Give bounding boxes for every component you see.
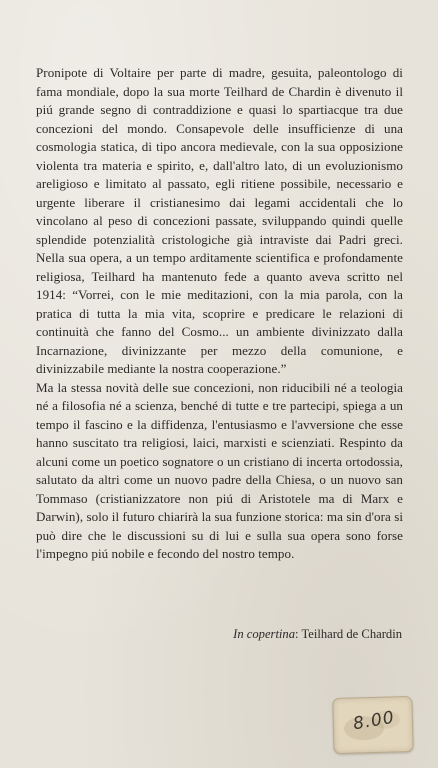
blurb-paragraph-1: Pronipote di Voltaire per parte di madre, gesuita, paleontologo di fama mondiale, dopo la sua morte Teilhard de Chardin è divenuto il piú grande segno di contraddizione e quasi lo spartiacque tra due concezioni del mondo. Consapevole delle insufficienze di una cosmologia statica, di tipo ancora medievale, con la sua opposizione violenta tra materia e spirito, e, dall'altro lato, di un evoluzionismo areligioso e limitato al passato, egli ritiene possibile, necessario e urgente liberare il cristianesimo dai legami accidentali che lo vincolano al peso di concezioni passate, sviluppando quindi quelle splendide potenzialità cristologiche già intraviste dai Padri greci. Nella sua opera, a un tempo arditamente scientifica e profondamente religiosa, Teilhard ha mantenuto fede a quanto aveva scritto nel 1914: “Vorrei, con le mie meditazioni, con la mia parola, con la pratica di tutta la mia vita, scoprire e predicare le relazioni di continuità che fanno del Cosmo... un ambiente divinizzato dalla Incarnazione, divinizzante per mezzo della comunione, e divinizzabile mediante la nostra cooperazione.” xyxy=(36,65,403,376)
caption-lead: In copertina xyxy=(233,627,296,641)
handwritten-price: 8.00 xyxy=(351,707,397,735)
price-sticker xyxy=(332,696,413,754)
blurb-paragraph-2: Ma la stessa novità delle sue concezioni, non riducibili né a teologia né a filosofia né a scienza, benché di tutte e tre partecipi, spiega a un tempo il fascino e la diffidenza, l'entusiasmo e l'avversione che esse hanno suscitato tra religiosi, laici, marxisti e scienziati. Respinto da alcuni come un poetico sognatore o un cristiano di incerta ortodossia, salutato da altri come un nuovo padre della Chiesa, o un nuovo san Tommaso (cristianizzatore non piú di Aristotele ma di Marx e Darwin), solo il futuro chiarirà la sua funzione storica: ma sin d'ora si può dire che le discussioni su di lui e sulla sua opera sono forse l'impegno piú nobile e fecondo del nostro tempo. xyxy=(36,379,403,561)
blurb-text xyxy=(36,64,403,564)
cover-caption xyxy=(233,626,402,642)
caption-separator: : xyxy=(295,627,302,641)
caption-subject: Teilhard de Chardin xyxy=(301,627,402,641)
